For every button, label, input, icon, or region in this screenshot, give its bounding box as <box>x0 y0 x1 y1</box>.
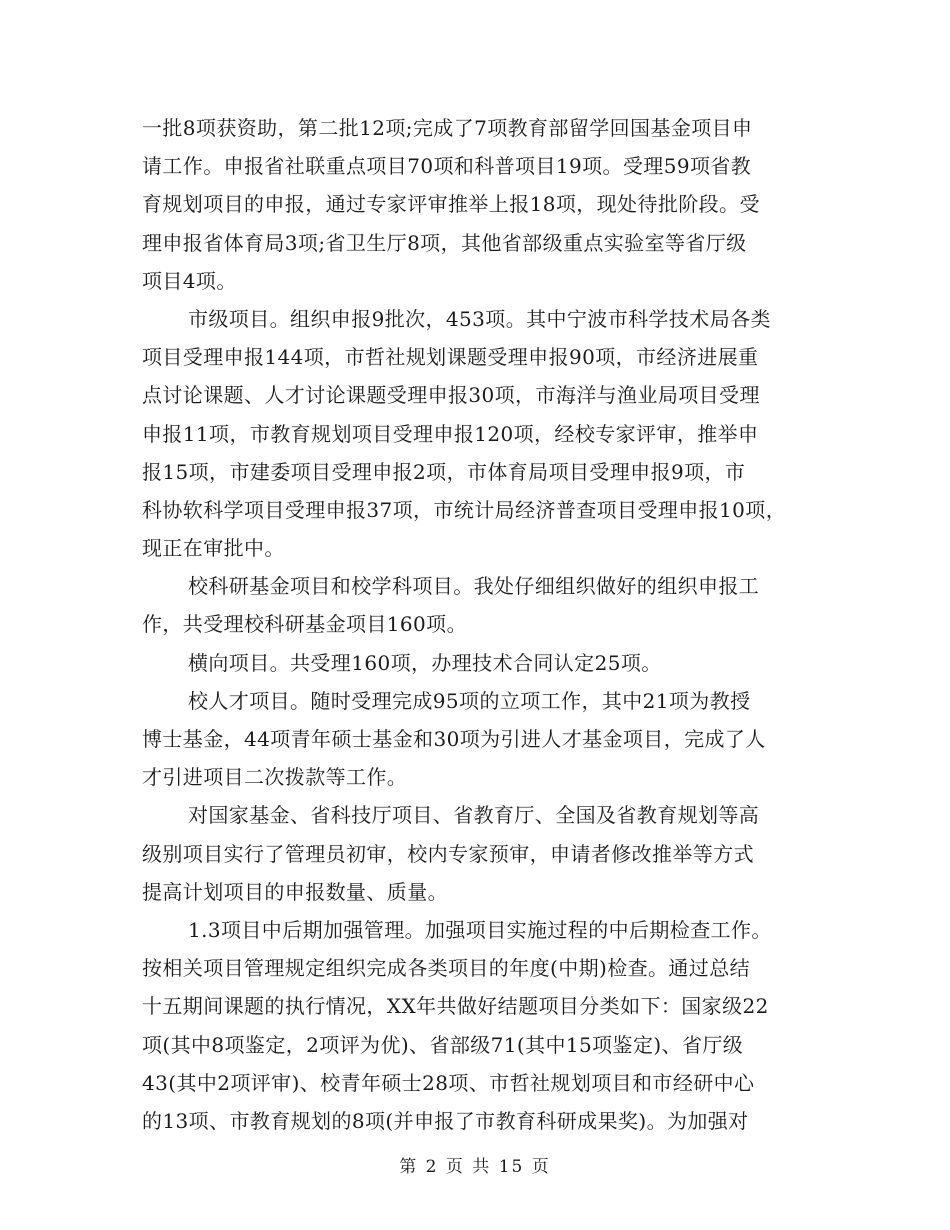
text-line: 作，共受理校科研基金项目160项。 <box>142 612 467 637</box>
text-line: 报15项，市建委项目受理申报2项，市体育局项目受理申报9项，市 <box>142 459 746 484</box>
text-line: 43(其中2项评审)、校青年硕士28项、市哲社规划项目和市经研中心 <box>142 1070 755 1095</box>
text-line: 十五期间课题的执行情况，XX年共做好结题项目分类如下：国家级22 <box>142 994 769 1019</box>
text-line: 项目受理申报144项，市哲社规划课题受理申报90项，市经济进展重 <box>142 345 759 370</box>
paragraph-first-line: 市级项目。组织申报9批次，453项。其中宁波市科学技术局各类 <box>188 306 771 331</box>
text-line: 一批8项获资助，第二批12项;完成了7项教育部留学回国基金项目申 <box>142 116 753 140</box>
text-line: 按相关项目管理规定组织完成各类项目的年度(中期)检查。通过总结 <box>142 956 751 981</box>
paragraph-first-line: 校人才项目。随时受理完成95项的立项工作，其中21项为教授 <box>188 688 751 713</box>
paragraph-first-line: 横向项目。共受理160项，办理技术合同认定25项。 <box>188 650 662 675</box>
document-body <box>142 109 832 1140</box>
text-line: 科协软科学项目受理申报37项，市统计局经济普查项目受理申报10项， <box>142 497 787 522</box>
text-line: 点讨论课题、人才讨论课题受理申报30项，市海洋与渔业局项目受理 <box>142 383 760 408</box>
text-line: 提高计划项目的申报数量、质量。 <box>142 879 448 904</box>
text-line: 项目4项。 <box>142 268 237 293</box>
text-line: 才引进项目二次拨款等工作。 <box>142 765 408 790</box>
paragraph-first-line: 1.3项目中后期加强管理。加强项目实施过程的中后期检查工作。 <box>188 917 772 942</box>
text-line: 请工作。申报省社联重点项目70项和科普项目19项。受理59项省教 <box>142 154 752 179</box>
text-line: 育规划项目的申报，通过专家评审推举上报18项，现处待批阶段。受 <box>142 192 760 217</box>
text-line: 级别项目实行了管理员初审，校内专家预审，申请者修改推举等方式 <box>142 841 754 866</box>
paragraph-first-line: 校科研基金项目和校学科项目。我处仔细组织做好的组织申报工 <box>188 574 760 599</box>
page-footer: 第 2 页 共 15 页 <box>399 1157 551 1177</box>
text-line: 申报11项，市教育规划项目受理申报120项，经校专家评审，推举申 <box>142 421 759 446</box>
text-line: 博士基金，44项青年硕士基金和30项为引进人才基金项目，完成了人 <box>142 727 766 751</box>
text-line: 的13项、市教育规划的8项(并申报了市教育科研成果奖)。为加强对 <box>142 1108 749 1133</box>
text-line: 理申报省体育局3项;省卫生厅8项，其他省部级重点实验室等省厅级 <box>142 230 747 255</box>
text-line: 现正在审批中。 <box>142 536 285 561</box>
text-line: 项(其中8项鉴定，2项评为优)、省部级71(其中15项鉴定)、省厅级 <box>142 1032 744 1057</box>
paragraph-first-line: 对国家基金、省科技厅项目、省教育厅、全国及省教育规划等高 <box>188 803 760 828</box>
